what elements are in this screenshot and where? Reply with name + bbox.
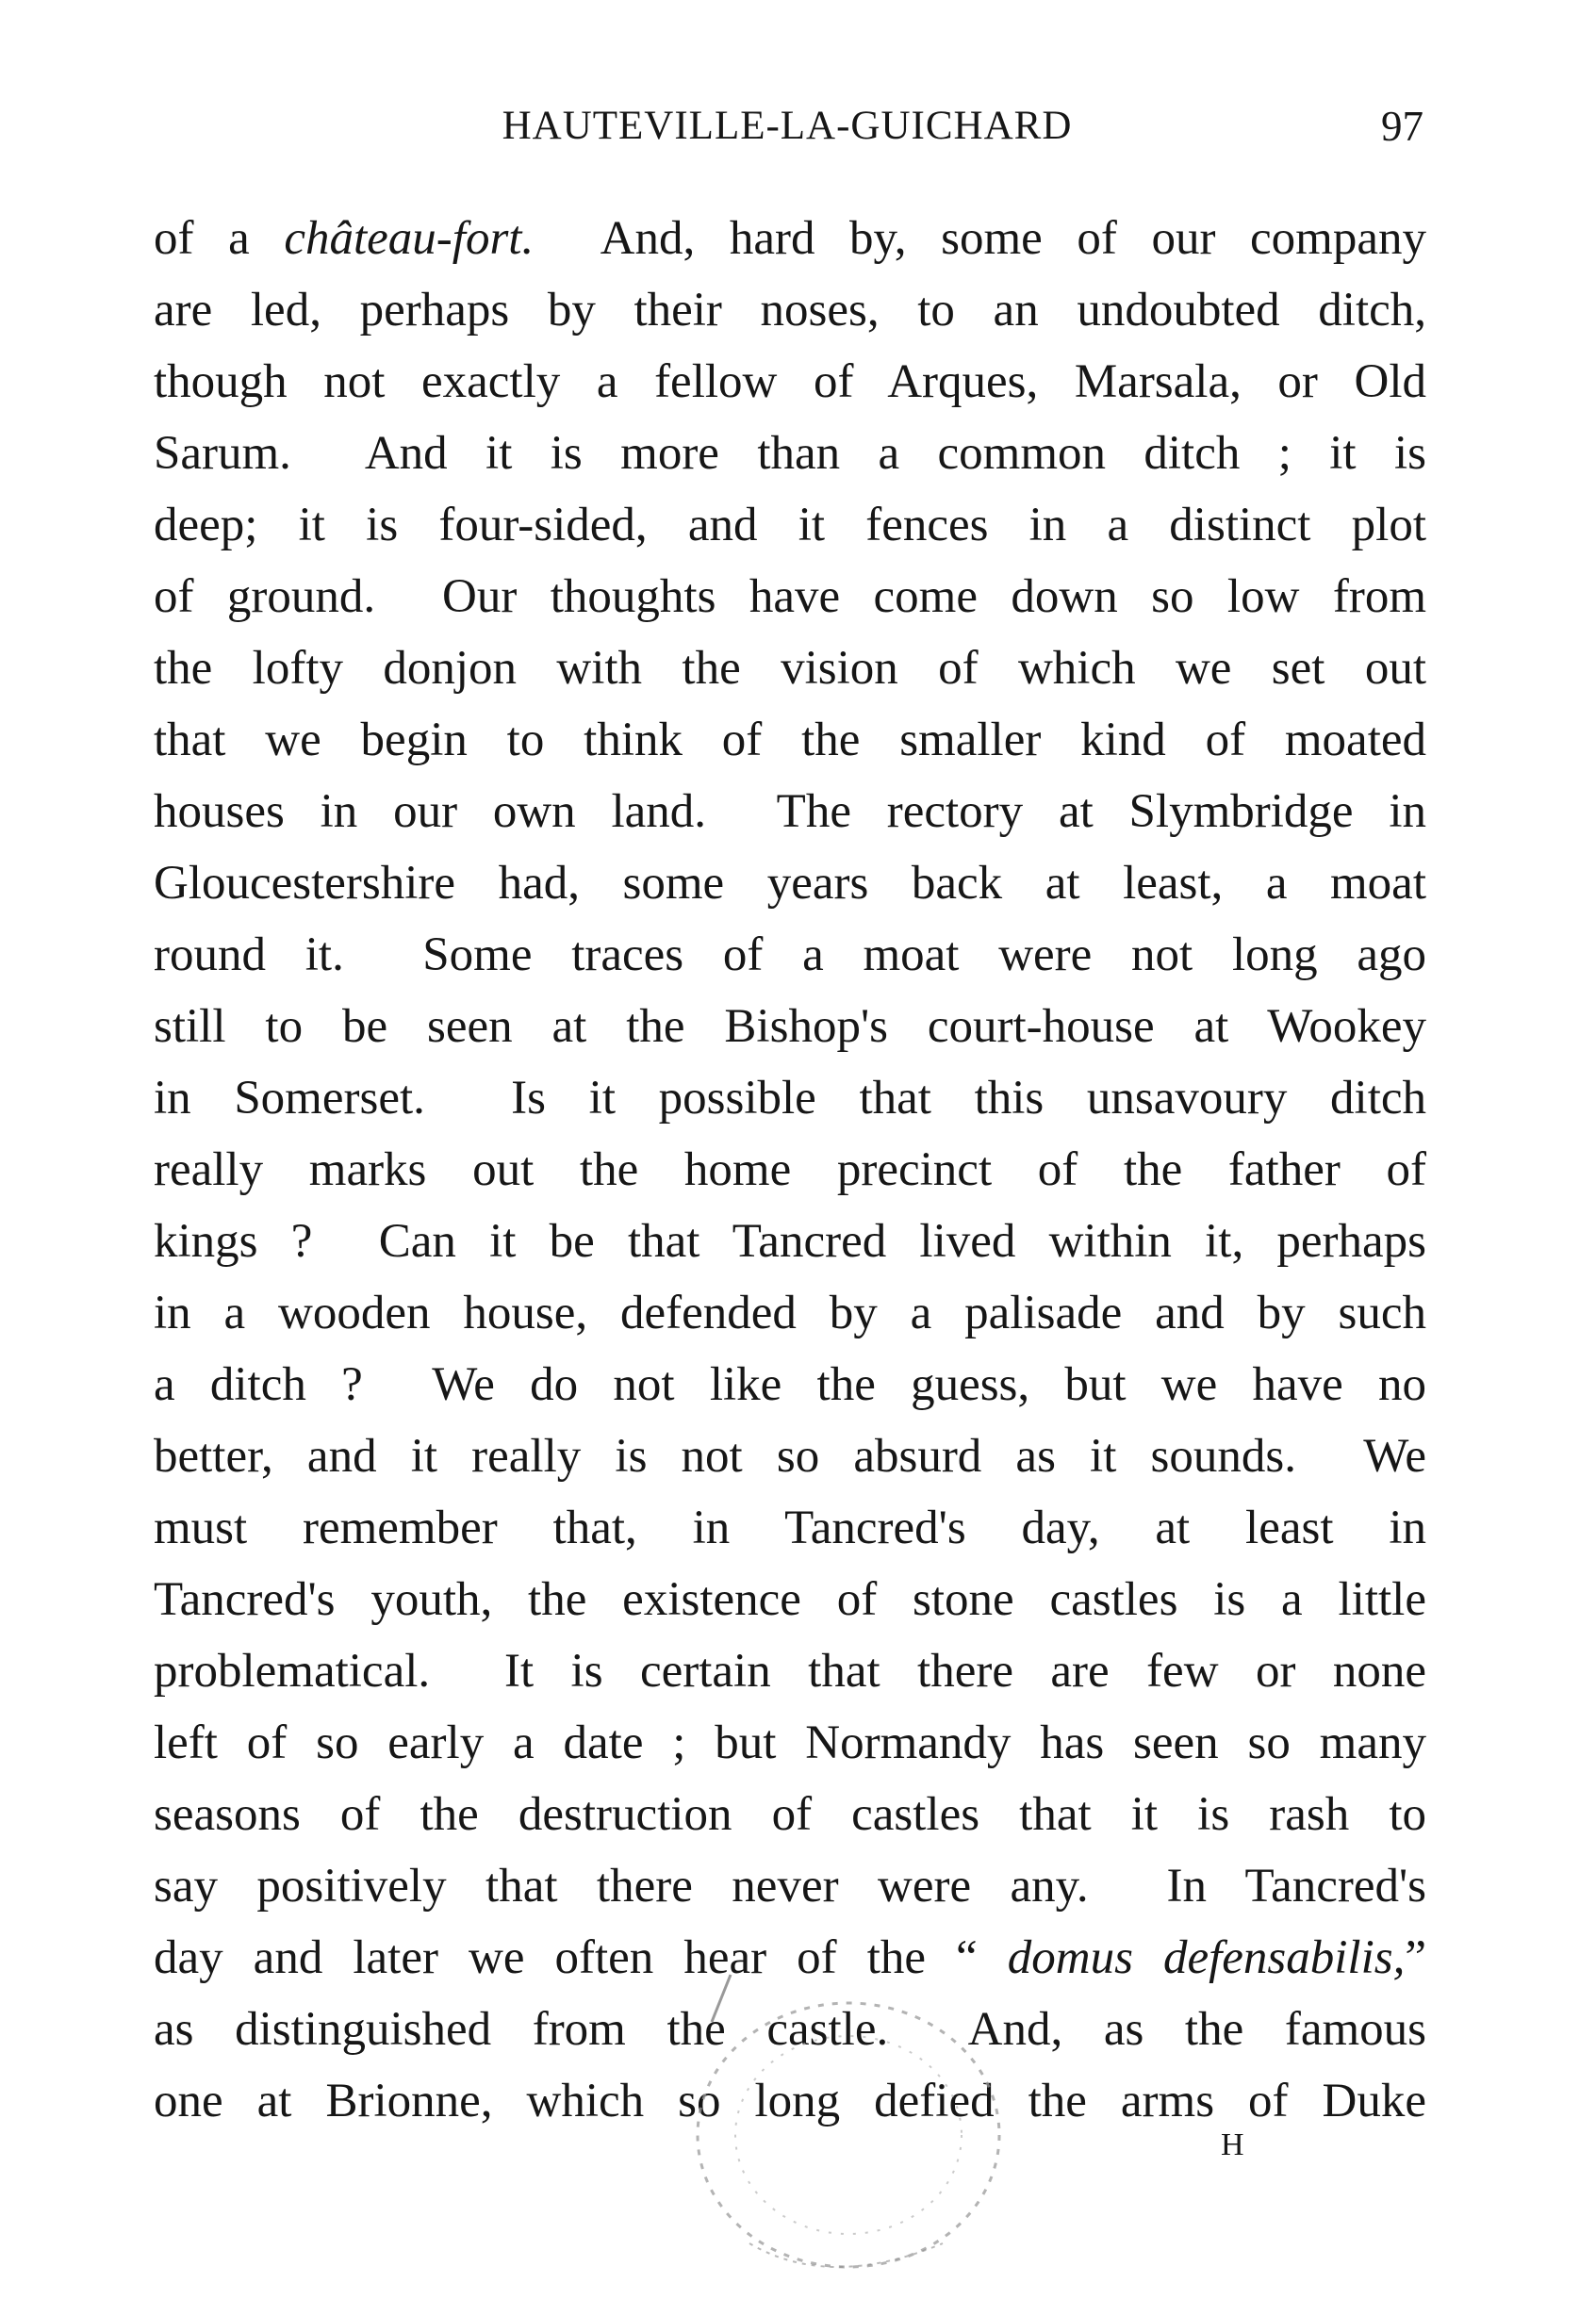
text-segment: seasons of the destruction of castles that it is rash to (154, 1788, 1426, 1841)
text-line (154, 274, 1426, 346)
text-line (154, 919, 1426, 991)
text-line (154, 776, 1426, 847)
text-line (154, 704, 1426, 776)
text-segment: ” (1405, 1931, 1426, 1984)
text-line (154, 1062, 1426, 1134)
text-line (154, 1492, 1426, 1564)
text-line (154, 346, 1426, 418)
text-segment: as distinguished from the castle. And, as the famous (154, 2003, 1426, 2056)
text-line (154, 418, 1426, 489)
text-line (154, 1420, 1426, 1492)
text-segment: left of so early a date ; but Normandy has seen so many (154, 1716, 1426, 1769)
signature-mark: H (1221, 2127, 1244, 2162)
text-segment: say positively that there never were any. In Tancred's (154, 1860, 1426, 1913)
text-line (154, 1134, 1426, 1206)
text-segment: houses in our own land. The rectory at Slymbridge in (154, 785, 1426, 838)
text-segment: kings ? Can it be that Tancred lived within it, perhaps (154, 1215, 1426, 1268)
text-segment: the lofty donjon with the vision of which we set out (154, 642, 1426, 695)
italic-text: domus defensabilis, (1007, 1931, 1406, 1984)
text-segment: must remember that, in Tancred's day, at least in (154, 1502, 1426, 1554)
text-line (154, 1564, 1426, 1635)
text-line (154, 1206, 1426, 1277)
text-line (154, 1779, 1426, 1850)
text-line (154, 991, 1426, 1062)
italic-text: château-fort. (284, 212, 535, 265)
library-stamp-icon (660, 1932, 1056, 2291)
text-segment: one at Brionne, which so long defied the arms of Duke (154, 2075, 1426, 2127)
text-line (154, 203, 1426, 274)
text-line (154, 1707, 1426, 1779)
running-head (151, 98, 1423, 155)
text-segment: in a wooden house, defended by a palisade and by such (154, 1287, 1426, 1339)
text-segment: better, and it really is not so absurd as it sounds. We (154, 1430, 1426, 1483)
text-segment: problematical. It is certain that there are few or none (154, 1645, 1426, 1698)
text-line (154, 1850, 1426, 1922)
text-line (154, 847, 1426, 919)
text-line (154, 1349, 1426, 1420)
text-segment: of ground. Our thoughts have come down so low from (154, 570, 1426, 623)
text-segment: a ditch ? We do not like the guess, but we have no (154, 1358, 1426, 1411)
text-line (154, 489, 1426, 561)
text-segment: are led, perhaps by their noses, to an undoubted ditch, (154, 284, 1426, 337)
text-line (154, 1277, 1426, 1349)
text-segment: Sarum. And it is more than a common ditch ; it is (154, 427, 1426, 480)
running-title: HAUTEVILLE-LA-GUICHARD (502, 104, 1073, 148)
text-segment: round it. Some traces of a moat were not long ago (154, 928, 1426, 981)
body-text (154, 203, 1426, 2137)
text-segment: And, hard by, some of our company (534, 212, 1426, 265)
text-segment: really marks out the home precinct of the father of (154, 1143, 1426, 1196)
text-segment: deep; it is four-sided, and it fences in a distinct plot (154, 499, 1426, 551)
text-segment: of a (154, 212, 285, 265)
text-segment: day and later we often hear of the “ (154, 1931, 1008, 1984)
text-segment: Tancred's youth, the existence of stone castles is a little (154, 1573, 1426, 1626)
text-segment: that we begin to think of the smaller kind of moated (154, 714, 1426, 766)
text-line (154, 632, 1426, 704)
text-line (154, 561, 1426, 632)
text-segment: though not exactly a fellow of Arques, Marsala, or Old (154, 355, 1426, 408)
page-number: 97 (1381, 103, 1423, 150)
text-segment: Gloucestershire had, some years back at least, a moat (154, 857, 1426, 910)
text-segment: still to be seen at the Bishop's court-house at Wookey (154, 1000, 1426, 1053)
text-line (154, 1635, 1426, 1707)
text-segment: in Somerset. Is it possible that this unsavoury ditch (154, 1072, 1426, 1125)
